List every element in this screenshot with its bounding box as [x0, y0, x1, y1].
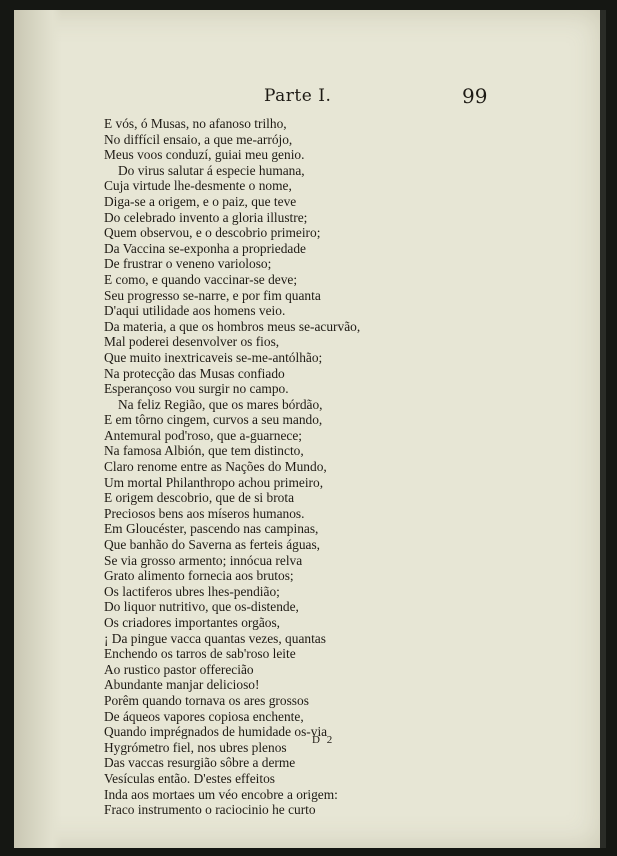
poem-line: Grato alimento fornecia aos brutos; [104, 568, 294, 584]
poem-line: Do virus salutar á especie humana, [118, 162, 305, 178]
poem-line: Enchendo os tarros de sab'roso leite [104, 646, 296, 662]
poem-line: Antemural pod'roso, que a-guarnece; [104, 427, 302, 443]
poem-line: Na feliz Região, que os mares bórdão, [118, 396, 323, 412]
poem-line: Ao rustico pastor offerecião [104, 661, 254, 677]
poem-line: Que muito inextricaveis se-me-antólhão; [104, 349, 323, 365]
poem-line: De áqueos vapores copiosa enchente, [104, 708, 304, 724]
poem-line: D'aqui utilidade aos homens veio. [104, 303, 286, 319]
poem-line: Na famosa Albión, que tem distincto, [104, 443, 304, 459]
poem-line: E vós, ó Musas, no afanoso trilho, [104, 116, 287, 131]
poem-line: Um mortal Philanthropo achou primeiro, [104, 474, 324, 490]
poem-line: Em Gloucéster, pascendo nas campinas, [104, 521, 319, 537]
binding-gutter [14, 10, 62, 848]
signature-mark: D 2 [312, 734, 335, 746]
poem-line: De frustrar o veneno varioloso; [104, 256, 272, 272]
poem-line: Os lactiferos ubres lhes-pendião; [104, 583, 280, 599]
poem-line: Da materia, a que os hombros meus se-acurvão, [104, 318, 361, 334]
poem-line: Do celebrado invento a gloria illustre; [104, 209, 308, 225]
poem-line: E como, e quando vaccinar-se deve; [104, 271, 298, 287]
poem-line: Das vaccas resurgião sôbre a derme [104, 755, 296, 771]
poem-line: Que banhão do Saverna as ferteis águas, [104, 537, 321, 553]
running-head: Parte I. [264, 86, 332, 106]
poem-line: Cuja virtude lhe-desmente o nome, [104, 178, 292, 194]
poem-line: Vesículas então. D'estes effeitos [104, 770, 275, 786]
poem-line: Preciosos bens aos míseros humanos. [104, 505, 305, 521]
page-edge [600, 10, 606, 848]
poem-line: Abundante manjar delicioso! [104, 677, 260, 693]
poem-text [104, 116, 404, 818]
poem-line: Porêm quando tornava os ares grossos [104, 692, 309, 708]
poem-line: Na protecção das Musas confiado [104, 365, 285, 381]
poem-line: Meus voos conduzí, guiai meu genio. [104, 147, 305, 163]
poem-line: Do liquor nutritivo, que os-distende, [104, 599, 299, 615]
poem-line: Se via grosso armento; innócua relva [104, 552, 303, 568]
poem-line: Fraco instrumento o raciocinio he curto [104, 802, 316, 818]
poem-line: Da Vaccina se-exponha a propriedade [104, 240, 307, 256]
poem-line: Quem observou, e o descobrio primeiro; [104, 225, 321, 241]
poem-line: Diga-se a origem, e o paiz, que teve [104, 193, 297, 209]
poem-line: E em tôrno cingem, curvos a seu mando, [104, 412, 323, 428]
page-header [0, 86, 617, 110]
poem-line: Os criadores importantes orgãos, [104, 615, 281, 630]
poem-line: Seu progresso se-narre, e por fim quanta [104, 287, 321, 303]
poem-line: Mal poderei desenvolver os fios, [104, 334, 280, 350]
page-number: 99 [462, 84, 488, 108]
poem-line: ¡ Da pingue vacca quantas vezes, quantas [104, 630, 326, 646]
poem-line: E origem descobrio, que de si brota [104, 490, 295, 506]
poem-line: Inda aos mortaes um véo encobre a origem: [104, 786, 338, 802]
poem-line: Esperançoso vou surgir no campo. [104, 381, 289, 397]
poem-line: Hygrómetro fiel, nos ubres plenos [104, 739, 287, 755]
poem-line: Quando imprégnados de humidade os-via [104, 724, 328, 740]
poem-line: Claro renome entre as Nações do Mundo, [104, 459, 327, 475]
poem-line: No diffícil ensaio, a que me-arrójo, [104, 131, 293, 147]
